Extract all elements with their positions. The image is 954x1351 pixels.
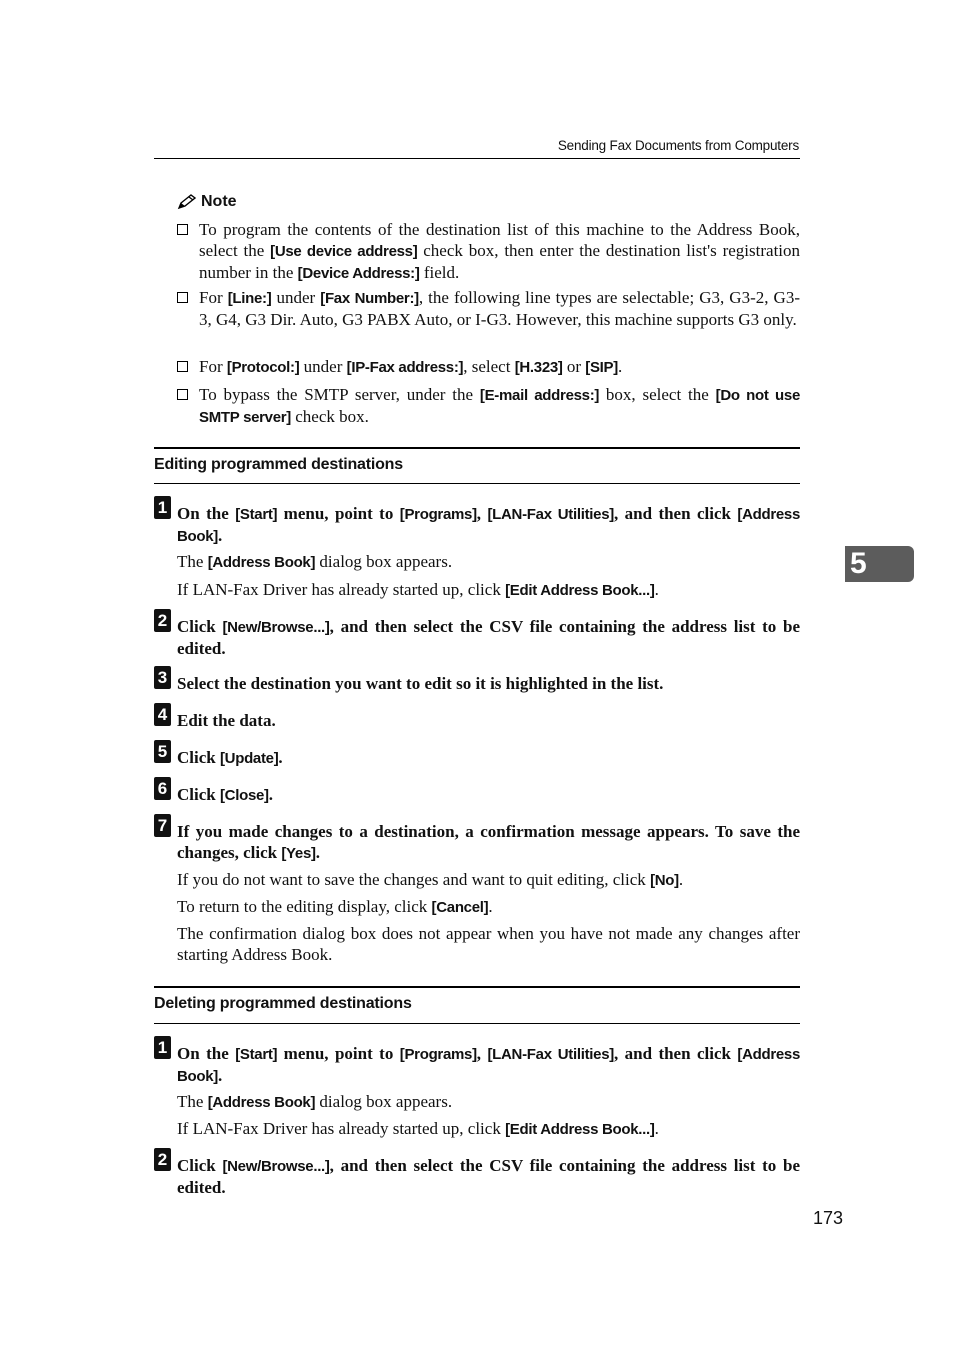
ui-label: [SIP]	[585, 359, 618, 376]
step-instruction: If you made changes to a destination, a confirmation message appears. To save the changes, click [Yes].	[177, 822, 800, 862]
text: field.	[419, 263, 460, 282]
running-header: Sending Fax Documents from Computers	[557, 138, 799, 153]
note-item	[177, 287, 800, 330]
header-rule	[154, 158, 800, 159]
text: To bypass the SMTP server, under the	[199, 385, 480, 404]
checkbox-bullet-icon	[177, 292, 188, 303]
step-instruction: On the [Start] menu, point to [Programs], [LAN-Fax Utilities], and then click [Address Book].	[177, 1044, 801, 1085]
step-instruction: On the [Start] menu, point to [Programs], [LAN-Fax Utilities], and then click [Address Book].	[177, 504, 801, 545]
text: To program the contents of the destination list of this machine to the Address Book, select the	[199, 220, 800, 260]
step-number-badge: 7	[154, 814, 171, 837]
text: box, select the	[599, 385, 716, 404]
checkbox-bullet-icon	[177, 224, 188, 235]
step-result: The [Address Book] dialog box appears.	[177, 552, 453, 571]
text: , the following line types are selectable; G3, G3-2, G3-3, G4, G3 Dir. Auto, G3 PABX Auto, or I-G3. However, this machine supports G3 only.	[199, 288, 800, 329]
text: under	[271, 288, 321, 307]
step-instruction: Click [Update].	[177, 748, 283, 767]
ui-label: [Use device address]	[270, 243, 418, 260]
text: check box, then enter the destination list's registration number in the	[199, 241, 801, 282]
section-rule	[154, 1023, 800, 1024]
step-number-badge: 1	[154, 1036, 171, 1059]
step-instruction: Select the destination you want to edit so it is highlighted in the list.	[177, 674, 664, 693]
section-rule	[154, 447, 800, 449]
note-item	[177, 356, 800, 378]
step-note: The confirmation dialog box does not appear when you have not made any changes after starting Address Book.	[177, 924, 800, 964]
step-note: If LAN-Fax Driver has already started up, click [Edit Address Book...].	[177, 1119, 659, 1138]
checkbox-bullet-icon	[177, 361, 188, 372]
text: or	[562, 357, 586, 376]
text: For	[199, 357, 227, 376]
ui-label: [E-mail address:]	[479, 387, 600, 404]
step-number-badge: 2	[154, 609, 171, 632]
ui-label: [IP-Fax address:]	[346, 359, 464, 376]
step-instruction: Edit the data.	[177, 711, 276, 730]
step-number-badge: 2	[154, 1148, 171, 1171]
step-number-badge: 5	[154, 740, 171, 763]
step-note: If you do not want to save the changes and want to quit editing, click [No].	[177, 870, 684, 889]
text: For	[199, 288, 228, 307]
note-title: Note	[201, 193, 237, 210]
step-instruction: Click [New/Browse...], and then select the CSV file containing the address list to be edited.	[177, 1156, 800, 1197]
chapter-number: 5	[850, 547, 867, 580]
step-result: The [Address Book] dialog box appears.	[177, 1092, 453, 1111]
section-rule	[154, 986, 800, 988]
pencil-icon	[177, 194, 197, 210]
note-heading	[177, 193, 237, 211]
step-note: To return to the editing display, click [Cancel].	[177, 897, 493, 916]
text: check box.	[291, 407, 369, 426]
ui-label: [Device Address:]	[297, 265, 420, 282]
step-number-badge: 6	[154, 777, 171, 800]
step-number-badge: 4	[154, 703, 171, 726]
text: .	[617, 357, 623, 376]
ui-label: [Fax Number:]	[320, 290, 419, 307]
ui-label: [H.323]	[514, 359, 563, 376]
step-note: If LAN-Fax Driver has already started up, click [Edit Address Book...].	[177, 580, 659, 599]
step-instruction: Click [New/Browse...], and then select the CSV file containing the address list to be edited.	[177, 617, 800, 658]
page-number: 173	[813, 1208, 844, 1228]
section-title: Editing programmed destinations	[154, 456, 403, 473]
chapter-tab	[845, 546, 914, 582]
section-title: Deleting programmed destinations	[154, 995, 412, 1012]
checkbox-bullet-icon	[177, 389, 188, 400]
text: , select	[463, 357, 515, 376]
step-instruction: Click [Close].	[177, 785, 273, 804]
ui-label: [Protocol:]	[226, 359, 300, 376]
step-number-badge: 3	[154, 666, 171, 689]
text: under	[299, 357, 347, 376]
section-rule	[154, 483, 800, 484]
note-item	[177, 384, 800, 428]
ui-label: [Line:]	[227, 290, 272, 307]
ui-label: [Do not use SMTP server]	[199, 387, 800, 426]
note-item	[177, 219, 800, 284]
step-number-badge: 1	[154, 496, 171, 519]
